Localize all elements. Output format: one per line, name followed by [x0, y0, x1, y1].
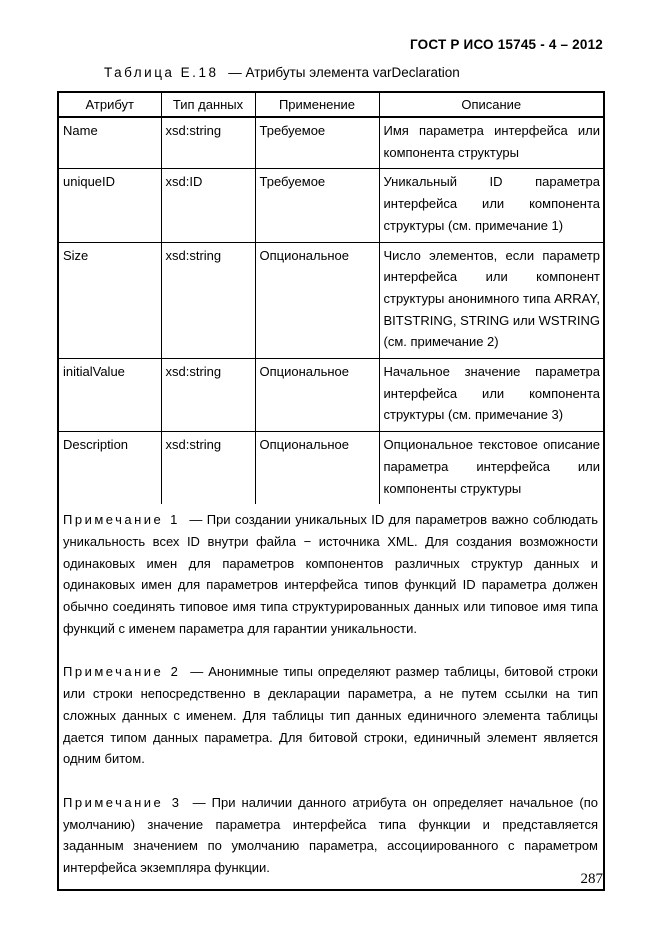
cell-attribute: Description	[58, 432, 161, 505]
table-caption-title: — Атрибуты элемента varDeclaration	[228, 65, 460, 80]
cell-description: Опциональное текстовое описание параметра интерфейса или компоненты структуры	[379, 432, 604, 505]
cell-usage: Требуемое	[255, 169, 379, 242]
table-header-row	[58, 92, 604, 117]
note-1-text: — При создании уникальных ID для параметров важно соблюдать уникальность всех ID внутри файла − источника XML. Для создания возможности одинаковых имен для параметров компонентов различных структур данных и одинаковых имен для параметров интерфейса типов функций ID параметра должен обычно соединять типовое имя типа структурированных данных или типовое имя типа функций с именем параметра для гарантии уникальности.	[63, 512, 598, 636]
column-header-attribute: Атрибут	[58, 92, 161, 117]
cell-datatype: xsd:ID	[161, 169, 255, 242]
column-header-description: Описание	[379, 92, 604, 117]
cell-usage: Опциональное	[255, 432, 379, 505]
note-2-text: — Анонимные типы определяют размер таблицы, битовой строки или строки непосредственно в декларации параметра, а не путем ссылки на тип сложных данных с именем. Для таблицы тип данных единичного элемента таблицы дается типом данных параметра. Для битовой строки, единичный элемент является одним битом.	[63, 664, 598, 767]
table-row-uniqueid	[58, 169, 604, 242]
note-1-label: Примечание 1	[63, 512, 180, 528]
note-2	[63, 661, 598, 770]
table-row-size	[58, 242, 604, 359]
table-notes-cell	[58, 504, 604, 890]
cell-datatype: xsd:string	[161, 242, 255, 359]
cell-description: Имя параметра интерфейса или компонента структуры	[379, 117, 604, 169]
table-row-initialvalue	[58, 359, 604, 432]
attributes-table	[57, 91, 605, 891]
cell-usage: Опциональное	[255, 242, 379, 359]
cell-attribute: initialValue	[58, 359, 161, 432]
cell-datatype: xsd:string	[161, 359, 255, 432]
table-caption-label: Таблица Е.18	[104, 65, 219, 80]
note-3-text: — При наличии данного атрибута он определяет начальное (по умолчанию) значение параметра интерфейса типа функции и представляется заданным значением по умолчанию параметра, ассоциированного с параметром интерфейса экземпляра функции.	[63, 794, 598, 876]
cell-description: Число элементов, если параметр интерфейса или компонент структуры анонимного типа ARRAY, BITSTRING, STRING или WSTRING (см. примечание 2)	[379, 242, 604, 359]
table-row-name	[58, 117, 604, 169]
note-1	[63, 509, 598, 639]
note-2-label: Примечание 2	[63, 664, 181, 680]
table-row-description	[58, 432, 604, 505]
cell-datatype: xsd:string	[161, 117, 255, 169]
cell-attribute: Name	[58, 117, 161, 169]
cell-description: Начальное значение параметра интерфейса или компонента структуры (см. примечание 3)	[379, 359, 604, 432]
cell-attribute: uniqueID	[58, 169, 161, 242]
document-header: ГОСТ Р ИСО 15745 - 4 – 2012	[410, 37, 603, 52]
column-header-usage: Применение	[255, 92, 379, 117]
page-number: 287	[580, 871, 603, 887]
cell-datatype: xsd:string	[161, 432, 255, 505]
note-3-label: Примечание 3	[63, 794, 182, 810]
cell-attribute: Size	[58, 242, 161, 359]
note-3	[63, 792, 598, 879]
cell-description: Уникальный ID параметра интерфейса или компонента структуры (см. примечание 1)	[379, 169, 604, 242]
cell-usage: Требуемое	[255, 117, 379, 169]
page-content	[57, 0, 603, 891]
table-notes-row	[58, 504, 604, 890]
table-caption	[57, 65, 603, 80]
cell-usage: Опциональное	[255, 359, 379, 432]
column-header-datatype: Тип данных	[161, 92, 255, 117]
